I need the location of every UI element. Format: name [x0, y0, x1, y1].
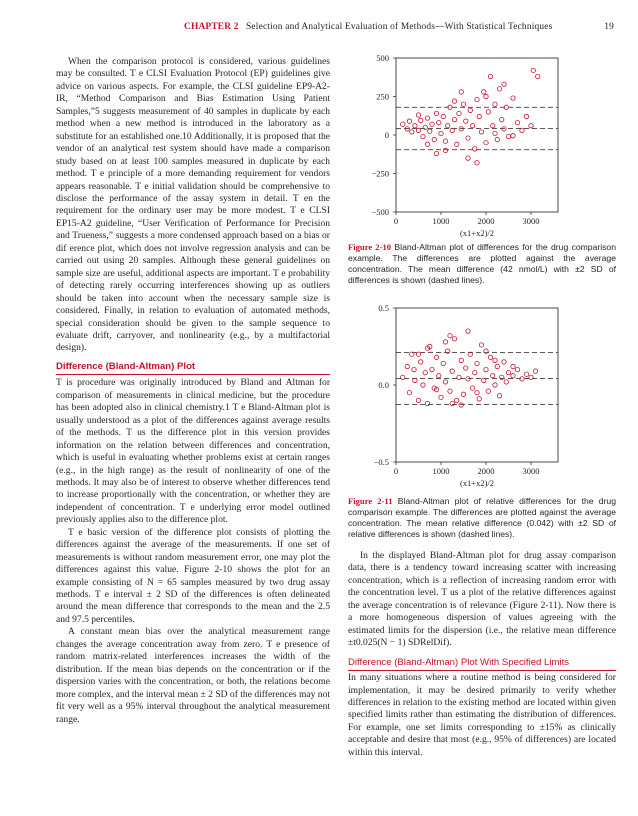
x-tick-label: 2000: [477, 466, 495, 476]
data-point: [457, 375, 461, 379]
data-point: [511, 364, 515, 368]
x-axis-label: (x1+x2)/2: [459, 478, 495, 488]
data-point: [495, 137, 499, 141]
data-point: [491, 374, 495, 378]
paragraph: In many situations where a routine method is being considered for implementation, it may be desired primarily to verify whether differences in relation to the existing method are located within given specified limits rather than estimating the distribution of differences. For example, one set limits corresponding to ±15% as clinically acceptable and desire that most (e.g., 95% of differences) are located within this interval.: [348, 672, 616, 758]
data-point: [493, 358, 497, 362]
data-point: [466, 329, 470, 333]
data-point: [479, 343, 483, 347]
figure-2-10-caption-text: Bland-Altman plot of differences for the drug comparison example. The differences are plotted against the average concentration. The mean difference (42 nmol/L) with ±2 SD of differences is shown (dashed lines).: [348, 242, 616, 285]
data-point: [466, 156, 470, 160]
data-point: [520, 128, 524, 132]
data-point: [477, 114, 481, 118]
data-point: [423, 370, 427, 374]
data-point: [457, 111, 461, 115]
data-point: [515, 120, 519, 124]
data-point: [468, 108, 472, 112]
paragraph: A constant mean bias over the analytical measurement range changes the average concentration away from zero. T e presence of random matrix-related interferences increases the width of the distribution. If the mean bias depends on the concentration or if the dispersion varies with the concentration, or both, the relations become more complex, and the interval mean ± 2 SD of the differences may not fit very well as a 95% interval throughout the analytical measurement range.: [56, 626, 330, 725]
data-point: [434, 111, 438, 115]
y-tick-label: 0: [384, 130, 389, 140]
page-header: [24, 22, 614, 36]
data-point: [506, 370, 510, 374]
data-point: [432, 137, 436, 141]
data-point: [416, 113, 420, 117]
figure-2-10-chart: [348, 50, 568, 245]
data-point: [405, 364, 409, 368]
data-point: [452, 99, 456, 103]
data-point: [430, 122, 434, 126]
data-point: [425, 401, 429, 405]
data-point: [475, 361, 479, 365]
data-point: [511, 96, 515, 100]
data-point: [502, 360, 506, 364]
x-axis-label: (x1+x2)/2: [459, 228, 495, 238]
y-tick-label: −250: [371, 168, 389, 179]
y-tick-label: −0.5: [373, 457, 389, 467]
data-point: [484, 367, 488, 371]
data-point: [450, 401, 454, 405]
data-point: [430, 367, 434, 371]
data-point: [493, 102, 497, 106]
section-heading: Difference (Bland-Altman) Plot With Specified Limits: [348, 657, 616, 671]
data-point: [443, 340, 447, 344]
figure-2-11-caption-text: Bland-Altman plot of relative differences for the drug comparison example. The differences are plotted against the average concentration. The mean relative difference (0.042) with ±2 SD of relative differences is shown (dashed lines).: [348, 496, 616, 539]
data-point: [461, 102, 465, 106]
data-point: [504, 380, 508, 384]
data-point: [473, 147, 477, 151]
data-point: [448, 389, 452, 393]
data-point: [459, 403, 463, 407]
data-point: [448, 334, 452, 338]
x-tick-label: 1000: [432, 466, 450, 476]
data-point: [437, 374, 441, 378]
data-point: [475, 391, 479, 395]
figure-2-10-caption: [348, 242, 616, 286]
data-point: [500, 117, 504, 121]
data-point: [497, 87, 501, 91]
data-point: [486, 110, 490, 114]
data-point: [428, 129, 432, 133]
y-tick-label: −500: [371, 207, 389, 217]
data-point: [416, 398, 420, 402]
data-point: [529, 124, 533, 128]
running-title: Selection and Analytical Evaluation of Methods—With Statistical Techniques: [246, 22, 553, 32]
plot-frame: [396, 58, 558, 212]
figure-2-11-chart: [348, 300, 568, 495]
data-point: [443, 380, 447, 384]
figure-2-10: [348, 50, 568, 245]
left-column: [56, 56, 330, 726]
x-tick-label: 3000: [522, 216, 540, 226]
x-tick-label: 2000: [477, 216, 495, 226]
data-point: [495, 364, 499, 368]
data-point: [425, 116, 429, 120]
data-point: [533, 369, 537, 373]
data-point: [452, 117, 456, 121]
paragraph: In the displayed Bland-Altman plot for drug assay comparison data, there is a tendency toward increasing scatter with increasing concentration, which is a reflection of increasing random error with the concentration level. T us a plot of the relative differences against the average concentration is of relevance (Figure 2-11). Now there is a more homogeneous dispersion of values agreeing with the estimated limits for the dispersion (i.e., the relative mean difference ±t0.025(N − 1) SDRelDif).: [348, 550, 616, 649]
data-point: [439, 395, 443, 399]
data-point: [470, 124, 474, 128]
data-point: [439, 131, 443, 135]
data-point: [421, 383, 425, 387]
data-point: [464, 119, 468, 123]
figure-2-11-caption: [348, 496, 616, 540]
data-point: [455, 398, 459, 402]
y-tick-label: 0.5: [378, 303, 389, 313]
data-point: [461, 392, 465, 396]
data-point: [423, 125, 427, 129]
data-point: [484, 94, 488, 98]
x-tick-label: 1000: [432, 216, 450, 226]
data-point: [413, 124, 417, 128]
data-point: [455, 142, 459, 146]
page-number: 19: [604, 22, 614, 32]
data-point: [410, 130, 414, 134]
data-point: [450, 369, 454, 373]
data-point: [419, 118, 423, 122]
paragraph: T is procedure was originally introduced by Bland and Altman for comparison of measurements in clinical medicine, but the procedure has been adopted also in clinical chemistry.1 T e Bland-Altman plot is usually understood as a plot of the differences against average results of the methods. T us the difference plot in this version provides information on the relation between differences and concentration, which is useful in evaluating whether problems exist at certain ranges (e.g., in the high range) as the result of nonlinearity of one of the methods. It may also be of interest to observe whether differences tend to increase proportionally with the concentration, or whether they are independent of concentration. T e underlying error model outlined previously applies also to the difference plot.: [56, 377, 330, 526]
plot-frame: [396, 308, 558, 462]
data-point: [502, 82, 506, 86]
data-point: [452, 337, 456, 341]
section-heading: Difference (Bland-Altman) Plot: [56, 361, 330, 375]
data-point: [482, 378, 486, 382]
data-point: [434, 151, 438, 155]
y-tick-label: 0.0: [378, 380, 389, 390]
data-point: [459, 90, 463, 94]
right-column: [348, 550, 616, 759]
data-point: [441, 114, 445, 118]
data-point: [446, 124, 450, 128]
data-point: [401, 375, 405, 379]
data-point: [441, 361, 445, 365]
data-point: [479, 130, 483, 134]
data-point: [416, 128, 420, 132]
data-point: [477, 397, 481, 401]
data-point: [524, 114, 528, 118]
data-point: [482, 90, 486, 94]
data-point: [464, 366, 468, 370]
data-point: [497, 394, 501, 398]
figure-2-11-label: Figure 2-11: [348, 496, 393, 506]
data-point: [491, 124, 495, 128]
data-point: [475, 97, 479, 101]
data-point: [506, 134, 510, 138]
x-tick-label: 3000: [522, 466, 540, 476]
data-point: [443, 148, 447, 152]
data-point: [511, 374, 515, 378]
data-point: [407, 391, 411, 395]
data-point: [466, 136, 470, 140]
data-point: [459, 358, 463, 362]
data-point: [443, 139, 447, 143]
x-tick-label: 0: [393, 466, 399, 476]
data-point: [511, 134, 515, 138]
data-point: [488, 74, 492, 78]
data-point: [410, 352, 414, 356]
data-point: [524, 372, 528, 376]
data-point: [416, 352, 420, 356]
data-point: [425, 142, 429, 146]
data-point: [434, 355, 438, 359]
data-point: [407, 119, 411, 123]
data-point: [515, 367, 519, 371]
x-tick-label: 0: [393, 216, 399, 226]
data-point: [493, 131, 497, 135]
data-point: [486, 389, 490, 393]
data-point: [475, 161, 479, 165]
y-tick-label: 500: [376, 53, 389, 63]
data-point: [401, 122, 405, 126]
paragraph: When the comparison protocol is considered, various guidelines may be consulted. T e CLSI Evaluation Protocol (EP) guidelines give advice on various aspects. For example, the CLSI guideline EP9-A2-IR, “Method Comparison and Bias Estimation Using Patient Samples,”5 suggests measurement of 40 samples in duplicate by each method when a new method is introduced in the laboratory as a substitute for an established one.10 Additionally, it is proposed that the vendor of an analytical test system should have made a comparison study based on at least 100 samples measured in duplicate by each method. T e principle of a more demanding requirement for vendors appears reasonable. T e initial validation should be comprehensive to disclose the performance of the assay system in detail. T en the requirement for the ordinary user may be more modest. T e CLSI EP15-A2 guideline, “User Verification of Performance for Precision and Trueness,” suggests a more condensed approach based on a bias or dif erence plot, which does not involve regression analysis and can be carried out using 20 samples. Although these general guidelines on sample size are useful, additional aspects are important. T e probability of detecting rarely occurring interferences showing up as outliers should be taken into account when the necessary sample size is considered. Finally, in relation to evaluation of automated methods, special consideration should be given to the sample sequence to evaluate drift, carryover, and nonlinearity (e.g., by a multifactorial design).: [56, 56, 330, 354]
chapter-label: CHAPTER 2: [184, 22, 239, 32]
y-tick-label: 250: [376, 91, 389, 102]
data-point: [529, 375, 533, 379]
figure-2-10-label: Figure 2-10: [348, 242, 392, 252]
paragraph: T e basic version of the difference plot consists of plotting the differences against the average of the measurements. If one set of measurements is without random measurement error, one may plot the differences against this value. Figure 2-10 shows the plot for an example consisting of N = 65 samples measured by two drug assay methods. T e interval ± 2 SD of the differences is often delineated around the mean difference that corresponds to the mean and the 2.5 and 97.5 percentiles.: [56, 526, 330, 625]
data-point: [437, 120, 441, 124]
data-point: [473, 370, 477, 374]
data-point: [421, 134, 425, 138]
data-point: [531, 68, 535, 72]
data-point: [419, 360, 423, 364]
figure-2-11: [348, 300, 568, 495]
data-point: [488, 355, 492, 359]
data-point: [484, 141, 488, 145]
data-point: [412, 367, 416, 371]
data-point: [536, 74, 540, 78]
data-point: [493, 383, 497, 387]
data-point: [470, 386, 474, 390]
